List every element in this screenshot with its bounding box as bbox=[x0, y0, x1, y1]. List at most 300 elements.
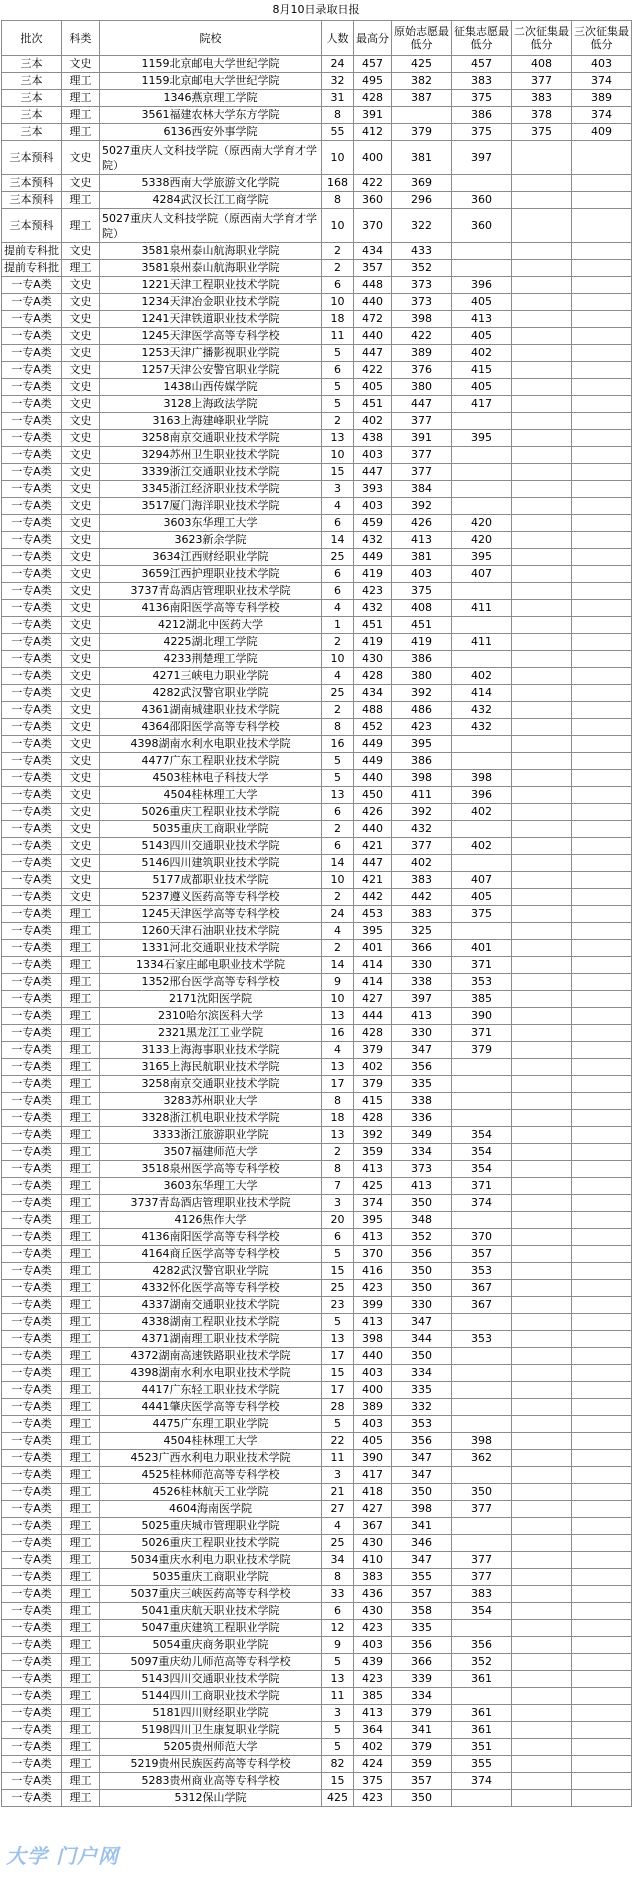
cell-solicit-min: 420 bbox=[452, 515, 512, 532]
cell-batch: 一专A类 bbox=[2, 1654, 62, 1671]
cell-second-solicit-min bbox=[512, 464, 572, 481]
cell-school: 3634江西财经职业学院 bbox=[100, 549, 322, 566]
table-row bbox=[2, 277, 632, 294]
cell-solicit-min bbox=[452, 1790, 512, 1807]
cell-school: 3133上海海事职业技术学院 bbox=[100, 1042, 322, 1059]
cell-second-solicit-min bbox=[512, 923, 572, 940]
cell-batch: 一专A类 bbox=[2, 1280, 62, 1297]
cell-third-solicit-min bbox=[572, 872, 632, 889]
table-row bbox=[2, 1025, 632, 1042]
cell-original-min: 402 bbox=[392, 855, 452, 872]
cell-max-score: 423 bbox=[354, 1280, 392, 1297]
cell-second-solicit-min: 377 bbox=[512, 73, 572, 90]
cell-max-score: 451 bbox=[354, 617, 392, 634]
cell-count: 16 bbox=[322, 736, 354, 753]
cell-max-score: 391 bbox=[354, 107, 392, 124]
cell-third-solicit-min bbox=[572, 1008, 632, 1025]
cell-original-min: 330 bbox=[392, 1025, 452, 1042]
cell-count: 15 bbox=[322, 1263, 354, 1280]
cell-second-solicit-min bbox=[512, 328, 572, 345]
cell-max-score: 423 bbox=[354, 1620, 392, 1637]
table-row bbox=[2, 549, 632, 566]
cell-subject: 理工 bbox=[62, 1229, 100, 1246]
cell-count: 4 bbox=[322, 1518, 354, 1535]
cell-max-score: 359 bbox=[354, 1144, 392, 1161]
cell-max-score: 419 bbox=[354, 566, 392, 583]
cell-max-score: 375 bbox=[354, 1773, 392, 1790]
cell-subject: 文史 bbox=[62, 719, 100, 736]
cell-third-solicit-min bbox=[572, 957, 632, 974]
cell-school: 5047重庆建筑工程职业学院 bbox=[100, 1620, 322, 1637]
cell-second-solicit-min: 383 bbox=[512, 90, 572, 107]
cell-third-solicit-min bbox=[572, 770, 632, 787]
cell-batch: 一专A类 bbox=[2, 1433, 62, 1450]
cell-original-min: 347 bbox=[392, 1042, 452, 1059]
table-row bbox=[2, 1178, 632, 1195]
cell-batch: 一专A类 bbox=[2, 1569, 62, 1586]
cell-batch: 一专A类 bbox=[2, 1195, 62, 1212]
cell-original-min: 352 bbox=[392, 1229, 452, 1246]
cell-third-solicit-min bbox=[572, 243, 632, 260]
cell-count: 10 bbox=[322, 872, 354, 889]
table-row bbox=[2, 1314, 632, 1331]
cell-max-score: 440 bbox=[354, 770, 392, 787]
cell-batch: 一专A类 bbox=[2, 481, 62, 498]
cell-count: 27 bbox=[322, 1501, 354, 1518]
cell-second-solicit-min bbox=[512, 1739, 572, 1756]
cell-school: 4504桂林理工大学 bbox=[100, 1433, 322, 1450]
cell-original-min: 334 bbox=[392, 1365, 452, 1382]
cell-max-score: 432 bbox=[354, 600, 392, 617]
cell-max-score: 383 bbox=[354, 1569, 392, 1586]
cell-batch: 一专A类 bbox=[2, 294, 62, 311]
table-row bbox=[2, 379, 632, 396]
cell-third-solicit-min bbox=[572, 1059, 632, 1076]
cell-original-min: 347 bbox=[392, 1552, 452, 1569]
cell-second-solicit-min bbox=[512, 1195, 572, 1212]
cell-subject: 理工 bbox=[62, 940, 100, 957]
cell-third-solicit-min bbox=[572, 1739, 632, 1756]
cell-subject: 理工 bbox=[62, 1297, 100, 1314]
table-row bbox=[2, 787, 632, 804]
table-row bbox=[2, 498, 632, 515]
cell-batch: 三本预科 bbox=[2, 141, 62, 175]
table-row bbox=[2, 719, 632, 736]
cell-subject: 理工 bbox=[62, 974, 100, 991]
cell-original-min: 426 bbox=[392, 515, 452, 532]
table-row bbox=[2, 396, 632, 413]
cell-original-min: 386 bbox=[392, 651, 452, 668]
cell-third-solicit-min bbox=[572, 1416, 632, 1433]
cell-batch: 一专A类 bbox=[2, 668, 62, 685]
cell-count: 15 bbox=[322, 1773, 354, 1790]
cell-third-solicit-min bbox=[572, 1399, 632, 1416]
cell-batch: 一专A类 bbox=[2, 1756, 62, 1773]
cell-original-min: 423 bbox=[392, 719, 452, 736]
cell-subject: 理工 bbox=[62, 192, 100, 209]
cell-original-min: 338 bbox=[392, 974, 452, 991]
table-row bbox=[2, 634, 632, 651]
cell-third-solicit-min bbox=[572, 1093, 632, 1110]
cell-third-solicit-min bbox=[572, 1263, 632, 1280]
table-row bbox=[2, 209, 632, 243]
cell-batch: 一专A类 bbox=[2, 1093, 62, 1110]
cell-count: 12 bbox=[322, 1620, 354, 1637]
cell-batch: 一专A类 bbox=[2, 634, 62, 651]
cell-max-score: 422 bbox=[354, 175, 392, 192]
cell-third-solicit-min bbox=[572, 1433, 632, 1450]
cell-school: 5097重庆幼儿师范高等专科学校 bbox=[100, 1654, 322, 1671]
cell-solicit-min: 396 bbox=[452, 277, 512, 294]
table-row bbox=[2, 838, 632, 855]
cell-school: 5054重庆商务职业学院 bbox=[100, 1637, 322, 1654]
cell-count: 5 bbox=[322, 1654, 354, 1671]
cell-max-score: 423 bbox=[354, 1671, 392, 1688]
cell-batch: 一专A类 bbox=[2, 1552, 62, 1569]
cell-school: 4361湖南城建职业技术学院 bbox=[100, 702, 322, 719]
cell-original-min: 357 bbox=[392, 1773, 452, 1790]
cell-subject: 文史 bbox=[62, 617, 100, 634]
cell-original-min: 382 bbox=[392, 73, 452, 90]
cell-solicit-min: 420 bbox=[452, 532, 512, 549]
cell-second-solicit-min bbox=[512, 1178, 572, 1195]
table-row bbox=[2, 1280, 632, 1297]
cell-solicit-min bbox=[452, 821, 512, 838]
cell-second-solicit-min bbox=[512, 1484, 572, 1501]
cell-school: 1245天津医学高等专科学校 bbox=[100, 328, 322, 345]
cell-batch: 一专A类 bbox=[2, 311, 62, 328]
cell-batch: 一专A类 bbox=[2, 770, 62, 787]
cell-third-solicit-min bbox=[572, 923, 632, 940]
cell-original-min: 379 bbox=[392, 124, 452, 141]
cell-second-solicit-min bbox=[512, 1144, 572, 1161]
cell-batch: 一专A类 bbox=[2, 889, 62, 906]
table-row bbox=[2, 430, 632, 447]
cell-original-min: 398 bbox=[392, 770, 452, 787]
cell-solicit-min bbox=[452, 243, 512, 260]
cell-third-solicit-min bbox=[572, 787, 632, 804]
cell-count: 6 bbox=[322, 362, 354, 379]
cell-solicit-min: 398 bbox=[452, 770, 512, 787]
cell-batch: 三本 bbox=[2, 107, 62, 124]
cell-count: 6 bbox=[322, 583, 354, 600]
cell-school: 5027重庆人文科技学院（原西南大学育才学院） bbox=[100, 209, 322, 243]
cell-school: 4225湖北理工学院 bbox=[100, 634, 322, 651]
cell-school: 4441肇庆医学高等专科学校 bbox=[100, 1399, 322, 1416]
cell-count: 8 bbox=[322, 107, 354, 124]
cell-third-solicit-min bbox=[572, 1535, 632, 1552]
cell-batch: 一专A类 bbox=[2, 1773, 62, 1790]
cell-third-solicit-min bbox=[572, 192, 632, 209]
cell-batch: 一专A类 bbox=[2, 906, 62, 923]
cell-school: 3258南京交通职业技术学院 bbox=[100, 1076, 322, 1093]
cell-batch: 一专A类 bbox=[2, 838, 62, 855]
cell-count: 32 bbox=[322, 73, 354, 90]
table-row bbox=[2, 1450, 632, 1467]
cell-original-min: 330 bbox=[392, 1297, 452, 1314]
table-row bbox=[2, 1110, 632, 1127]
cell-school: 3328浙江机电职业技术学院 bbox=[100, 1110, 322, 1127]
cell-third-solicit-min: 409 bbox=[572, 124, 632, 141]
cell-school: 1234天津冶金职业技术学院 bbox=[100, 294, 322, 311]
cell-subject: 理工 bbox=[62, 1127, 100, 1144]
cell-second-solicit-min bbox=[512, 634, 572, 651]
cell-count: 4 bbox=[322, 668, 354, 685]
cell-max-score: 457 bbox=[354, 56, 392, 73]
cell-original-min: 325 bbox=[392, 923, 452, 940]
cell-subject: 理工 bbox=[62, 260, 100, 277]
cell-subject: 理工 bbox=[62, 1348, 100, 1365]
cell-count: 13 bbox=[322, 1331, 354, 1348]
cell-count: 13 bbox=[322, 1671, 354, 1688]
cell-batch: 一专A类 bbox=[2, 396, 62, 413]
cell-max-score: 403 bbox=[354, 498, 392, 515]
cell-solicit-min: 405 bbox=[452, 889, 512, 906]
cell-school: 1241天津铁道职业技术学院 bbox=[100, 311, 322, 328]
cell-solicit-min: 374 bbox=[452, 1773, 512, 1790]
cell-school: 1331河北交通职业技术学院 bbox=[100, 940, 322, 957]
cell-max-score: 488 bbox=[354, 702, 392, 719]
cell-second-solicit-min bbox=[512, 1671, 572, 1688]
cell-batch: 一专A类 bbox=[2, 804, 62, 821]
cell-subject: 理工 bbox=[62, 1688, 100, 1705]
cell-max-score: 428 bbox=[354, 1110, 392, 1127]
cell-max-score: 440 bbox=[354, 328, 392, 345]
cell-original-min: 353 bbox=[392, 1416, 452, 1433]
cell-batch: 一专A类 bbox=[2, 872, 62, 889]
cell-count: 8 bbox=[322, 1093, 354, 1110]
cell-batch: 一专A类 bbox=[2, 430, 62, 447]
cell-subject: 文史 bbox=[62, 787, 100, 804]
cell-max-score: 430 bbox=[354, 1603, 392, 1620]
cell-subject: 理工 bbox=[62, 991, 100, 1008]
cell-original-min: 350 bbox=[392, 1484, 452, 1501]
cell-subject: 理工 bbox=[62, 1382, 100, 1399]
cell-batch: 一专A类 bbox=[2, 1008, 62, 1025]
cell-third-solicit-min bbox=[572, 1127, 632, 1144]
cell-original-min: 366 bbox=[392, 1654, 452, 1671]
cell-batch: 三本 bbox=[2, 90, 62, 107]
cell-second-solicit-min bbox=[512, 1059, 572, 1076]
cell-max-score: 402 bbox=[354, 1059, 392, 1076]
cell-solicit-min: 401 bbox=[452, 940, 512, 957]
cell-subject: 理工 bbox=[62, 1790, 100, 1807]
cell-subject: 文史 bbox=[62, 753, 100, 770]
cell-original-min: 380 bbox=[392, 379, 452, 396]
cell-school: 3518泉州医学高等专科学校 bbox=[100, 1161, 322, 1178]
cell-school: 1334石家庄邮电职业技术学院 bbox=[100, 957, 322, 974]
cell-original-min: 377 bbox=[392, 447, 452, 464]
cell-school: 1253天津广播影视职业学院 bbox=[100, 345, 322, 362]
cell-solicit-min: 377 bbox=[452, 1552, 512, 1569]
cell-school: 4126焦作大学 bbox=[100, 1212, 322, 1229]
cell-batch: 一专A类 bbox=[2, 1144, 62, 1161]
cell-max-score: 452 bbox=[354, 719, 392, 736]
cell-school: 5144四川工商职业技术学院 bbox=[100, 1688, 322, 1705]
cell-batch: 一专A类 bbox=[2, 1790, 62, 1807]
cell-original-min: 339 bbox=[392, 1671, 452, 1688]
cell-solicit-min: 402 bbox=[452, 668, 512, 685]
cell-solicit-min: 367 bbox=[452, 1280, 512, 1297]
cell-original-min: 408 bbox=[392, 600, 452, 617]
table-row bbox=[2, 1739, 632, 1756]
cell-original-min: 422 bbox=[392, 328, 452, 345]
cell-third-solicit-min bbox=[572, 175, 632, 192]
cell-max-score: 414 bbox=[354, 957, 392, 974]
cell-school: 4525桂林师范高等专科学校 bbox=[100, 1467, 322, 1484]
cell-count: 10 bbox=[322, 651, 354, 668]
cell-third-solicit-min bbox=[572, 736, 632, 753]
table-row bbox=[2, 940, 632, 957]
cell-second-solicit-min bbox=[512, 583, 572, 600]
cell-max-score: 444 bbox=[354, 1008, 392, 1025]
cell-max-score: 423 bbox=[354, 1790, 392, 1807]
header-batch: 批次 bbox=[2, 21, 62, 56]
cell-count: 6 bbox=[322, 277, 354, 294]
cell-original-min: 350 bbox=[392, 1348, 452, 1365]
table-row bbox=[2, 311, 632, 328]
cell-second-solicit-min bbox=[512, 243, 572, 260]
cell-count: 2 bbox=[322, 260, 354, 277]
table-row bbox=[2, 1603, 632, 1620]
cell-second-solicit-min bbox=[512, 872, 572, 889]
cell-third-solicit-min bbox=[572, 1654, 632, 1671]
cell-batch: 一专A类 bbox=[2, 362, 62, 379]
cell-count: 21 bbox=[322, 1484, 354, 1501]
table-row bbox=[2, 1008, 632, 1025]
cell-batch: 三本 bbox=[2, 56, 62, 73]
cell-count: 5 bbox=[322, 1314, 354, 1331]
cell-subject: 理工 bbox=[62, 1246, 100, 1263]
cell-solicit-min: 432 bbox=[452, 719, 512, 736]
cell-subject: 理工 bbox=[62, 1756, 100, 1773]
cell-third-solicit-min bbox=[572, 1722, 632, 1739]
cell-max-score: 421 bbox=[354, 872, 392, 889]
cell-third-solicit-min bbox=[572, 1042, 632, 1059]
cell-school: 3339浙江交通职业技术学院 bbox=[100, 464, 322, 481]
cell-school: 2321黑龙江工业学院 bbox=[100, 1025, 322, 1042]
cell-solicit-min: 353 bbox=[452, 974, 512, 991]
table-row bbox=[2, 974, 632, 991]
cell-solicit-min: 360 bbox=[452, 192, 512, 209]
cell-second-solicit-min bbox=[512, 1552, 572, 1569]
cell-second-solicit-min bbox=[512, 753, 572, 770]
cell-school: 4332怀化医学高等专科学校 bbox=[100, 1280, 322, 1297]
cell-count: 13 bbox=[322, 1008, 354, 1025]
cell-original-min: 486 bbox=[392, 702, 452, 719]
cell-original-min: 341 bbox=[392, 1722, 452, 1739]
cell-school: 1260天津石油职业技术学院 bbox=[100, 923, 322, 940]
cell-third-solicit-min bbox=[572, 889, 632, 906]
cell-second-solicit-min bbox=[512, 362, 572, 379]
cell-max-score: 402 bbox=[354, 413, 392, 430]
cell-third-solicit-min bbox=[572, 1756, 632, 1773]
header-max-score: 最高分 bbox=[354, 21, 392, 56]
cell-school: 4523广西水利电力职业技术学院 bbox=[100, 1450, 322, 1467]
cell-batch: 一专A类 bbox=[2, 1671, 62, 1688]
cell-third-solicit-min bbox=[572, 498, 632, 515]
cell-third-solicit-min bbox=[572, 719, 632, 736]
table-row bbox=[2, 1399, 632, 1416]
cell-subject: 理工 bbox=[62, 1195, 100, 1212]
cell-batch: 三本预科 bbox=[2, 192, 62, 209]
cell-second-solicit-min bbox=[512, 1127, 572, 1144]
cell-subject: 理工 bbox=[62, 1654, 100, 1671]
cell-subject: 理工 bbox=[62, 923, 100, 940]
cell-solicit-min: 350 bbox=[452, 1484, 512, 1501]
cell-school: 3659江西护理职业技术学院 bbox=[100, 566, 322, 583]
cell-batch: 一专A类 bbox=[2, 600, 62, 617]
cell-second-solicit-min bbox=[512, 1620, 572, 1637]
cell-batch: 一专A类 bbox=[2, 413, 62, 430]
cell-solicit-min bbox=[452, 1110, 512, 1127]
cell-third-solicit-min bbox=[572, 1348, 632, 1365]
table-row bbox=[2, 515, 632, 532]
cell-batch: 一专A类 bbox=[2, 855, 62, 872]
cell-subject: 理工 bbox=[62, 73, 100, 90]
cell-second-solicit-min bbox=[512, 277, 572, 294]
cell-school: 4282武汉警官职业学院 bbox=[100, 1263, 322, 1280]
cell-third-solicit-min bbox=[572, 1382, 632, 1399]
cell-original-min: 350 bbox=[392, 1263, 452, 1280]
cell-solicit-min: 415 bbox=[452, 362, 512, 379]
cell-solicit-min bbox=[452, 175, 512, 192]
cell-count: 5 bbox=[322, 770, 354, 787]
table-row bbox=[2, 1671, 632, 1688]
table-row bbox=[2, 294, 632, 311]
cell-solicit-min bbox=[452, 1365, 512, 1382]
cell-school: 4398湖南水利水电职业技术学院 bbox=[100, 736, 322, 753]
table-row bbox=[2, 1127, 632, 1144]
cell-third-solicit-min bbox=[572, 804, 632, 821]
cell-batch: 一专A类 bbox=[2, 379, 62, 396]
cell-original-min: 377 bbox=[392, 464, 452, 481]
cell-solicit-min bbox=[452, 617, 512, 634]
table-row bbox=[2, 566, 632, 583]
cell-batch: 一专A类 bbox=[2, 1263, 62, 1280]
cell-subject: 理工 bbox=[62, 124, 100, 141]
cell-batch: 三本 bbox=[2, 73, 62, 90]
cell-second-solicit-min bbox=[512, 906, 572, 923]
cell-third-solicit-min bbox=[572, 1365, 632, 1382]
cell-max-score: 432 bbox=[354, 532, 392, 549]
cell-subject: 理工 bbox=[62, 1739, 100, 1756]
cell-school: 1257天津公安警官职业学院 bbox=[100, 362, 322, 379]
cell-subject: 文史 bbox=[62, 668, 100, 685]
cell-max-score: 428 bbox=[354, 90, 392, 107]
cell-solicit-min bbox=[452, 1348, 512, 1365]
cell-school: 3737青岛酒店管理职业技术学院 bbox=[100, 1195, 322, 1212]
cell-original-min: 356 bbox=[392, 1637, 452, 1654]
cell-original-min: 392 bbox=[392, 498, 452, 515]
cell-third-solicit-min: 403 bbox=[572, 56, 632, 73]
cell-subject: 文史 bbox=[62, 464, 100, 481]
cell-solicit-min: 411 bbox=[452, 600, 512, 617]
cell-max-score: 419 bbox=[354, 634, 392, 651]
cell-third-solicit-min bbox=[572, 1331, 632, 1348]
cell-solicit-min bbox=[452, 1535, 512, 1552]
cell-original-min: 433 bbox=[392, 243, 452, 260]
cell-max-score: 357 bbox=[354, 260, 392, 277]
cell-subject: 理工 bbox=[62, 1212, 100, 1229]
cell-second-solicit-min bbox=[512, 1501, 572, 1518]
cell-second-solicit-min bbox=[512, 192, 572, 209]
cell-third-solicit-min bbox=[572, 1212, 632, 1229]
cell-subject: 理工 bbox=[62, 1025, 100, 1042]
cell-school: 5205贵州师范大学 bbox=[100, 1739, 322, 1756]
cell-batch: 一专A类 bbox=[2, 1042, 62, 1059]
cell-school: 4364邵阳医学高等专科学校 bbox=[100, 719, 322, 736]
